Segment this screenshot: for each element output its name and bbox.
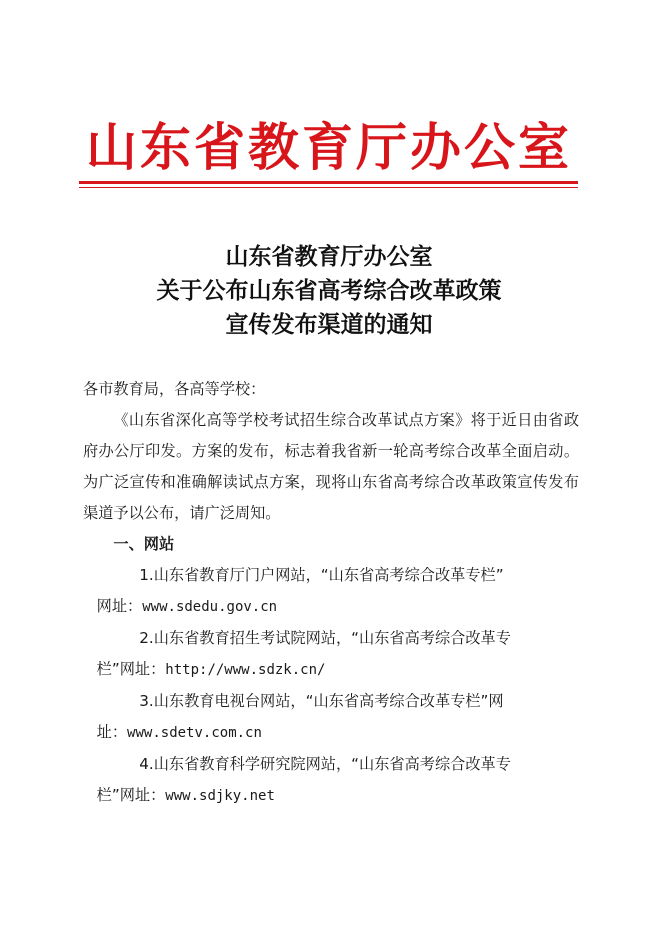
title-line-2: 关于公布山东省高考综合改革政策 bbox=[156, 277, 502, 304]
website-url: www.sdjky.net bbox=[165, 788, 275, 804]
website-item-wrap bbox=[83, 654, 579, 686]
letterhead-rule-thin bbox=[79, 187, 578, 188]
website-url: www.sdetv.com.cn bbox=[127, 725, 262, 741]
website-item-text: 1.山东省教育厅门户网站，“山东省高考综合改革专栏” bbox=[139, 566, 504, 584]
title-line-3: 宣传发布渠道的通知 bbox=[225, 311, 433, 338]
website-item-wrap bbox=[83, 591, 579, 623]
section-heading-websites: 一、网站 bbox=[113, 535, 175, 553]
letterhead-rule-thick bbox=[79, 181, 578, 184]
website-url: www.sdedu.gov.cn bbox=[142, 599, 278, 615]
website-item-4 bbox=[83, 749, 579, 812]
letterhead-org-name: 山东省教育厅办公室 bbox=[85, 118, 572, 178]
website-item-text: 4.山东省教育科学研究院网站，“山东省高考综合改革专 bbox=[139, 755, 511, 773]
salutation: 各市教育局，各高等学校： bbox=[83, 380, 266, 398]
website-item-wrap-label: 栏”网址： bbox=[96, 660, 166, 678]
intro-paragraph: 《山东省深化高等学校考试招生综合改革试点方案》将于近日由省政府办公厅印发。方案的发布，标志着我省新一轮高考综合改革全面启动。为广泛宣传和准确解读试点方案，现将山东省高考综合改革政策宣传发布渠道予以公布，请广泛周知。 bbox=[83, 411, 579, 522]
website-item-wrap-label: 网址： bbox=[96, 597, 143, 615]
website-item-wrap bbox=[83, 780, 579, 812]
website-item-wrap-label: 址： bbox=[96, 723, 128, 741]
title-line-1: 山东省教育厅办公室 bbox=[225, 243, 433, 270]
website-item-1 bbox=[83, 560, 579, 623]
website-item-3 bbox=[83, 686, 579, 749]
website-item-wrap-label: 栏”网址： bbox=[96, 786, 166, 804]
document-title bbox=[0, 240, 658, 342]
website-item-2 bbox=[83, 623, 579, 686]
website-url: http://www.sdzk.cn/ bbox=[165, 662, 326, 678]
document-body bbox=[83, 374, 579, 812]
website-item-wrap bbox=[83, 717, 579, 749]
website-item-text: 2.山东省教育招生考试院网站，“山东省高考综合改革专 bbox=[139, 629, 511, 647]
website-item-text: 3.山东教育电视台网站，“山东省高考综合改革专栏”网 bbox=[139, 692, 504, 710]
